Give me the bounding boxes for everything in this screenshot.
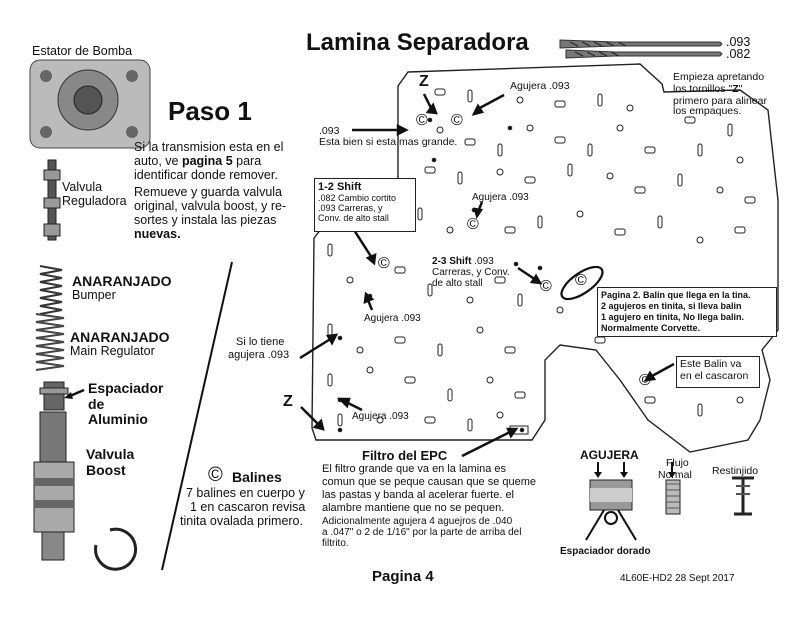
plate-hole [538, 216, 542, 228]
plate-hole [645, 147, 655, 153]
paso-line1-end: para identificar donde remover. [134, 154, 278, 182]
z-label-top: Z [419, 73, 429, 90]
plate-hole [515, 392, 525, 398]
drill-point [432, 158, 436, 162]
size-082-label: .082 [726, 47, 751, 61]
aluminum-spacer-icon [40, 382, 68, 410]
main-regulator-spring-icon [36, 314, 64, 370]
plate-hole [607, 173, 613, 179]
flujo-label-2: Normal [658, 469, 692, 481]
plate-hole [728, 124, 732, 136]
tina-note-1: Pagina 2. Balin que llega en la tina. [601, 290, 751, 300]
drill-bit-icons [560, 40, 722, 58]
bumper-color-label: ANARANJADO [72, 273, 172, 289]
paso-instructions-1 [134, 140, 309, 182]
ball-symbol-4: © [378, 255, 390, 272]
balines-text-2: 1 en cascaron revisa [190, 500, 306, 514]
plate-hole [717, 187, 723, 193]
restinjido-label: Restinjido [712, 465, 759, 477]
empieza-note-3: primero para alinear [673, 95, 767, 107]
snap-ring-icon [96, 529, 136, 569]
paso-line1-bold: pagina 5 [181, 154, 233, 168]
plate-hole [685, 117, 695, 123]
shift23-line-title [432, 256, 494, 267]
este-balin-1: Este Balin va [680, 358, 742, 370]
filtro-extra-3: filtrito. [322, 538, 349, 549]
boost-label-2: Boost [86, 462, 126, 478]
espaciador-dorado-label: Espaciador dorado [560, 546, 651, 557]
plate-hole [328, 244, 332, 256]
plate-hole [498, 144, 502, 156]
plate-hole [487, 377, 493, 383]
plate-hole [437, 127, 443, 133]
pump-stator-icon [30, 60, 150, 148]
shift12-title: 1-2 Shift [318, 181, 362, 193]
plate-hole [477, 327, 483, 333]
drill-point [428, 118, 432, 122]
plate-hole [588, 144, 592, 156]
bumper-name-label: Bumper [72, 288, 116, 302]
plate-hole [698, 144, 702, 156]
plate-hole [517, 97, 523, 103]
main-regulator-name-label: Main Regulator [70, 344, 155, 358]
shift23-line-1: Carreras, y Conv. [432, 267, 510, 278]
paso-line2-bold: nuevas. [134, 227, 181, 241]
plate-hole [557, 307, 563, 313]
filtro-text-3: las pastas y banda al acelerar fuerte. el [322, 489, 515, 501]
agujera-093-low: Agujera .093 [364, 313, 421, 324]
plate-hole [347, 277, 353, 283]
ball-symbol-7: © [639, 372, 651, 389]
si-lo-tiene-2: agujera .093 [228, 349, 290, 361]
estator-label: Estator de Bomba [32, 44, 133, 58]
plate-hole [645, 397, 655, 403]
plate-hole [425, 167, 435, 173]
empieza-note-quote: " [738, 83, 743, 95]
empieza-note-2: los tornillos "Z" [673, 83, 743, 95]
paso-instructions-2 [134, 185, 309, 241]
page-title: Lamina Separadora [306, 29, 529, 56]
plate-hole [678, 174, 682, 186]
plate-hole [595, 337, 605, 343]
bumper-spring-icon [40, 266, 62, 314]
plate-hole [697, 237, 703, 243]
empieza-note-1: Empieza apretando [673, 71, 765, 83]
drill-point [538, 266, 542, 270]
boost-valve-icon [34, 412, 74, 560]
paso-line2-text: Remueve y guarda valvula original, valvula boost, y re-sortes y instala las piezas [134, 185, 287, 227]
agujera-093-mid: Agujera .093 [472, 192, 529, 203]
plate-hole [468, 90, 472, 102]
paso-title: Paso 1 [168, 96, 252, 126]
restinjido-graphic [732, 478, 754, 514]
drill-point [338, 428, 342, 432]
plate-hole [505, 347, 515, 353]
plate-hole [735, 227, 745, 233]
balines-title: Balines [232, 469, 282, 485]
drill-point [514, 262, 518, 266]
flujo-label-1: Flujo [666, 457, 689, 469]
size-093-label: .093 [726, 35, 751, 49]
plate-hole [555, 137, 565, 143]
mas-grande-note: Esta bien si esta mas grande. [319, 136, 458, 148]
espaciador-label-1: Espaciador [88, 380, 164, 396]
tina-note-2: 2 agujeros en tinita, si lleva balin [601, 301, 742, 311]
drill-point [508, 126, 512, 130]
plate-hole [497, 412, 503, 418]
plate-hole [505, 227, 515, 233]
plate-hole [405, 377, 415, 383]
plate-hole [328, 324, 332, 336]
ball-symbol-6: © [575, 272, 587, 289]
regulator-valve-icon [44, 160, 60, 240]
plate-hole [698, 404, 702, 416]
tina-note-4: Normalmente Corvette. [601, 323, 701, 333]
filtro-text-2: comun que se peque causan que se queme [322, 476, 537, 488]
empieza-note-4: los empaques. [673, 105, 742, 117]
plate-hole [458, 172, 462, 184]
paso-line1-text: Si la transmision esta en el auto, ve [134, 140, 284, 168]
shift12-line-2: .093 Carreras, y [318, 203, 383, 213]
ball-symbol-2: © [451, 112, 463, 129]
espaciador-label-2: de [88, 396, 105, 412]
plate-hole [438, 344, 442, 356]
main-regulator-color-label: ANARANJADO [70, 329, 170, 345]
boost-label-1: Valvula [86, 446, 135, 462]
plate-hole [338, 414, 342, 426]
plate-hole [425, 417, 435, 423]
plate-hole [568, 164, 572, 176]
shift12-line-3: Conv. de alto stall [318, 213, 389, 223]
espaciador-label-3: Aluminio [88, 411, 148, 427]
filtro-extra-1: Adicionalmente agujera 4 aguejros de .040 [322, 516, 513, 527]
ball-symbol-5: © [540, 278, 552, 295]
shift12-line-1: .082 Cambio cortito [318, 193, 397, 203]
plate-hole [328, 374, 332, 386]
plate-hole [745, 197, 755, 203]
size-093-note: .093 [319, 125, 340, 137]
plate-hole [577, 211, 583, 217]
plate-hole [658, 216, 662, 228]
page-number: Pagina 4 [372, 568, 434, 585]
empieza-note-2a: los tornillos [673, 83, 729, 95]
valvula-reguladora-label-1: Valvula [62, 180, 103, 194]
filtro-text-4: alambre mantiene que no se pequen. [322, 502, 505, 514]
filtro-extra-2: a .047" o 2 de 1/16" por la parte de arriba del [322, 527, 522, 538]
ball-symbol-1: © [416, 112, 428, 129]
filtro-title: Filtro del EPC [362, 448, 448, 463]
plate-hole [357, 347, 363, 353]
si-lo-tiene-1: Si lo tiene [236, 336, 285, 348]
shift23-line-2: de alto stall [432, 278, 483, 289]
shift23-title: 2-3 Shift [432, 256, 472, 267]
valvula-reguladora-label-2: Reguladora [62, 194, 127, 208]
plate-hole [465, 139, 475, 145]
plate-hole [598, 94, 602, 106]
drill-point [338, 336, 342, 340]
plate-hole [527, 125, 533, 131]
plate-hole [418, 208, 422, 220]
plate-hole [395, 267, 405, 273]
plate-hole [447, 227, 453, 233]
balines-text-1: 7 balines en cuerpo y [186, 486, 305, 500]
plate-hole [395, 337, 405, 343]
plate-hole [617, 125, 623, 131]
plate-hole [737, 157, 743, 163]
filtro-text-1: El filtro grande que va en la lamina es [322, 463, 507, 475]
plate-hole [525, 177, 535, 183]
drill-point [520, 428, 524, 432]
plate-hole [518, 294, 522, 306]
plate-hole [448, 389, 452, 401]
plate-hole [635, 187, 645, 193]
agujera-093-top: Agujera .093 [510, 80, 570, 92]
z-label-bottom: Z [283, 393, 293, 410]
agujera-graphic [586, 462, 636, 540]
agujera-093-bottom: Agujera .093 [352, 411, 409, 422]
tina-note-3: 1 agujero en tinita, No llega balin. [601, 312, 745, 322]
balines-text-3: tinita ovalada primero. [180, 514, 303, 528]
plate-hole [737, 397, 743, 403]
shift23-rest: .093 [471, 256, 494, 267]
ball-symbol-3: © [467, 216, 479, 233]
doc-reference: 4L60E-HD2 28 Sept 2017 [620, 573, 735, 584]
plate-hole [435, 89, 445, 95]
plate-hole [468, 419, 472, 431]
este-balin-2: en el cascaron [680, 370, 749, 382]
balines-symbol: © [208, 464, 223, 486]
empieza-note-z: Z [732, 83, 739, 95]
plate-hole [467, 297, 473, 303]
plate-hole [367, 367, 373, 373]
plate-hole [555, 101, 565, 107]
plate-hole [497, 169, 503, 175]
plate-hole [627, 105, 633, 111]
plate-hole [615, 229, 625, 235]
agujera-title: AGUJERA [580, 448, 639, 462]
